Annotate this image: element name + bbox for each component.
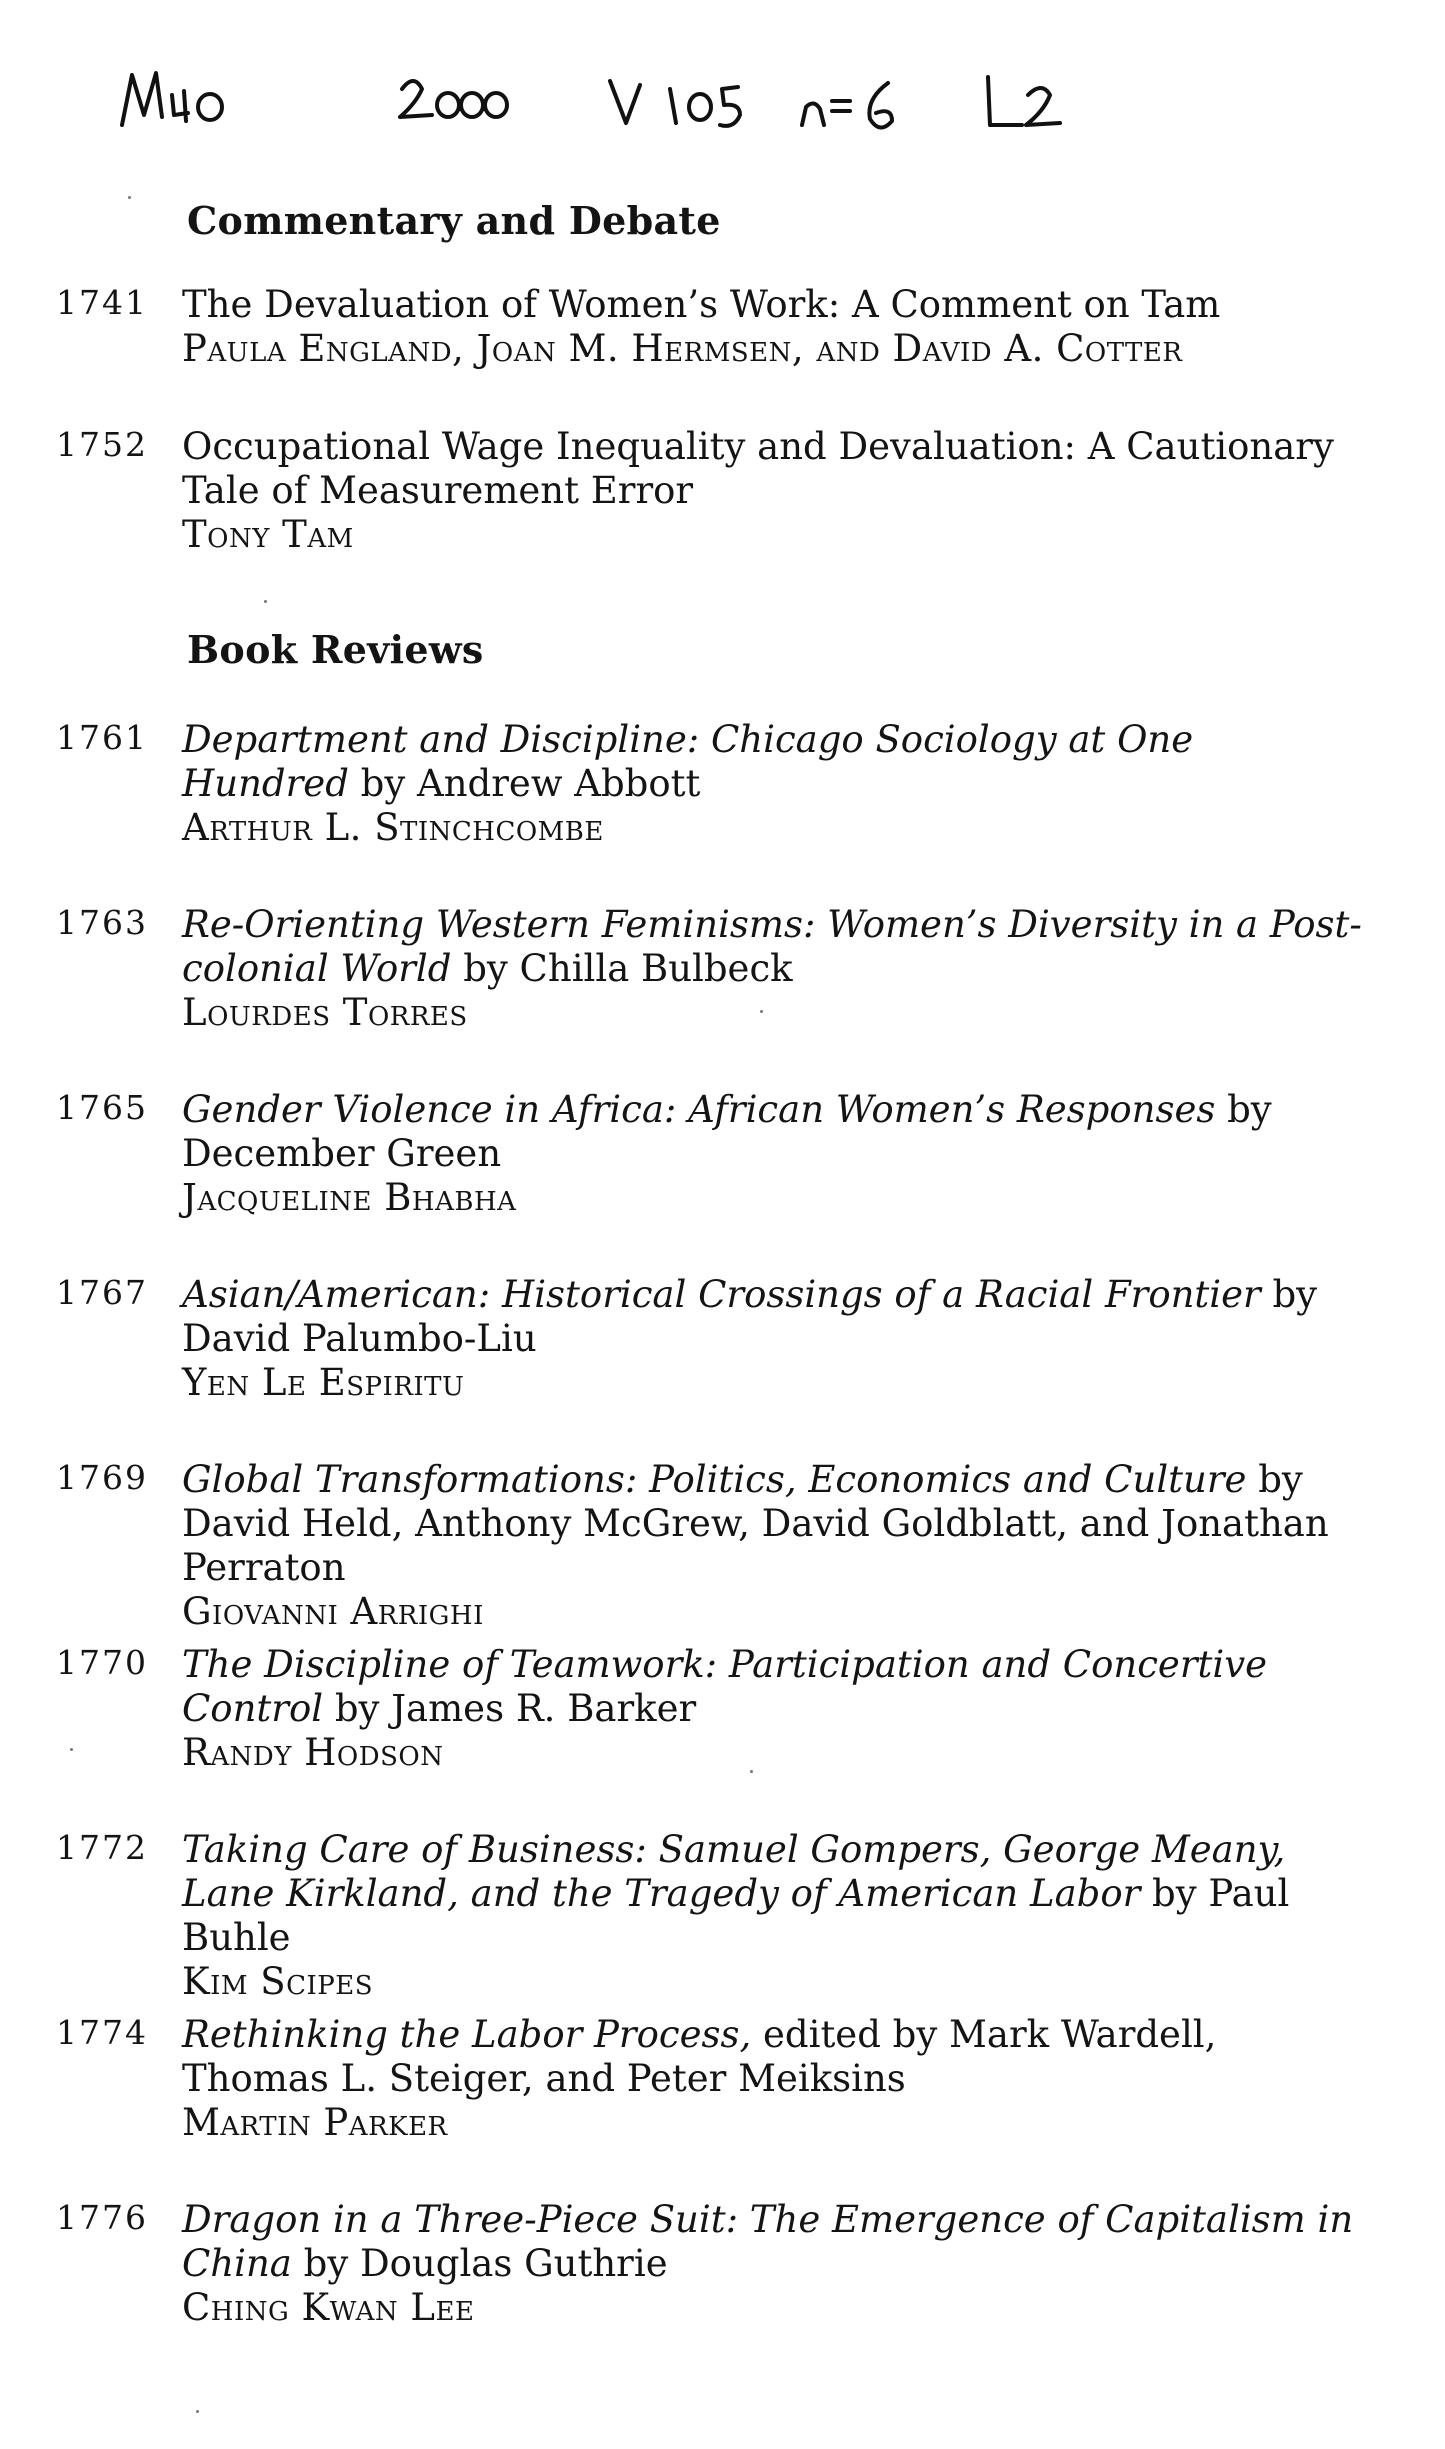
entry-reviewer: Martin Parker: [182, 2101, 448, 2144]
book-title: The Discipline of Teamwork: Participation and Concertive Control: [182, 1643, 1268, 1730]
entry-authors: Tony Tam: [182, 513, 354, 556]
book-title: Asian/American: Historical Crossings of a Racial Frontier: [182, 1273, 1261, 1316]
scan-speck: [264, 600, 267, 603]
entry-reviewer: Ching Kwan Lee: [182, 2286, 475, 2329]
entry-page-number: 1774: [56, 2013, 148, 2052]
entry-body: [182, 1828, 1362, 2004]
handwritten-annotation: [110, 55, 1310, 165]
entry-body: [182, 903, 1362, 1035]
entry-byline: by Chilla Bulbeck: [451, 947, 793, 990]
entry-byline: by Andrew Abbott: [348, 762, 701, 805]
entry-byline: by December Green: [182, 1088, 1272, 1175]
entry-page-number: 1765: [56, 1088, 148, 1127]
entry-page-number: 1752: [56, 425, 148, 464]
article-title: The Devaluation of Women’s Work: A Comment on Tam: [182, 283, 1221, 326]
entry-byline: by David Held, Anthony McGrew, David Goldblatt, and Jonathan Perraton: [182, 1458, 1329, 1589]
entry-page-number: 1772: [56, 1828, 148, 1867]
book-title: Taking Care of Business: Samuel Gompers, George Meany, Lane Kirkland, and the Tragedy of American Labor: [182, 1828, 1286, 1915]
entry-body: [182, 1088, 1362, 1220]
scan-speck: [196, 2410, 199, 2413]
scan-speck: [128, 196, 131, 199]
entry-byline: by James R. Barker: [323, 1687, 697, 1730]
book-title: Gender Violence in Africa: African Women’s Responses: [182, 1088, 1216, 1131]
book-title: Re-Orienting Western Feminisms: Women’s Diversity in a Post-colonial World: [182, 903, 1362, 990]
entry-page-number: 1776: [56, 2198, 148, 2237]
entry-reviewer: Jacqueline Bhabha: [182, 1176, 517, 1219]
entry-reviewer: Kim Scipes: [182, 1960, 374, 2003]
entry-page-number: 1763: [56, 903, 148, 942]
entry-page-number: 1741: [56, 283, 148, 322]
handwriting-strokes: [110, 55, 1310, 165]
scan-speck: [760, 1010, 763, 1013]
scan-speck: [750, 1770, 753, 1773]
book-title: Dragon in a Three-Piece Suit: The Emergence of Capitalism in China: [182, 2198, 1354, 2285]
entry-reviewer: Yen Le Espiritu: [182, 1361, 465, 1404]
entry-body: [182, 1643, 1362, 1775]
entry-body: [182, 283, 1362, 371]
entry-byline: by Paul Buhle: [182, 1872, 1290, 1959]
entry-body: [182, 1458, 1362, 1634]
entry-body: [182, 2198, 1362, 2330]
entry-byline: edited by Mark Wardell, Thomas L. Steiger, and Peter Meiksins: [182, 2013, 1217, 2100]
entry-reviewer: Randy Hodson: [182, 1731, 444, 1774]
entry-reviewer: Lourdes Torres: [182, 991, 468, 1034]
section-heading-commentary: Commentary and Debate: [187, 198, 721, 243]
entry-authors: Paula England, Joan M. Hermsen, and David A. Cotter: [182, 327, 1183, 370]
entry-reviewer: Giovanni Arrighi: [182, 1590, 484, 1633]
section-heading-book-reviews: Book Reviews: [187, 627, 484, 672]
entry-byline: by David Palumbo-Liu: [182, 1273, 1318, 1360]
book-title: Department and Discipline: Chicago Sociology at One Hundred: [182, 718, 1194, 805]
book-title: Rethinking the Labor Process,: [182, 2013, 752, 2056]
article-title: Occupational Wage Inequality and Devaluation: A Cautionary Tale of Measurement Error: [182, 425, 1334, 512]
entry-page-number: 1767: [56, 1273, 148, 1312]
entry-page-number: 1761: [56, 718, 148, 757]
entry-page-number: 1769: [56, 1458, 148, 1497]
entry-body: [182, 2013, 1362, 2145]
entry-byline: by Douglas Guthrie: [291, 2242, 668, 2285]
scan-speck: [70, 1748, 73, 1751]
entry-body: [182, 1273, 1362, 1405]
book-title: Global Transformations: Politics, Economics and Culture: [182, 1458, 1247, 1501]
entry-page-number: 1770: [56, 1643, 148, 1682]
entry-body: [182, 425, 1362, 557]
entry-reviewer: Arthur L. Stinchcombe: [182, 806, 604, 849]
entry-body: [182, 718, 1362, 850]
